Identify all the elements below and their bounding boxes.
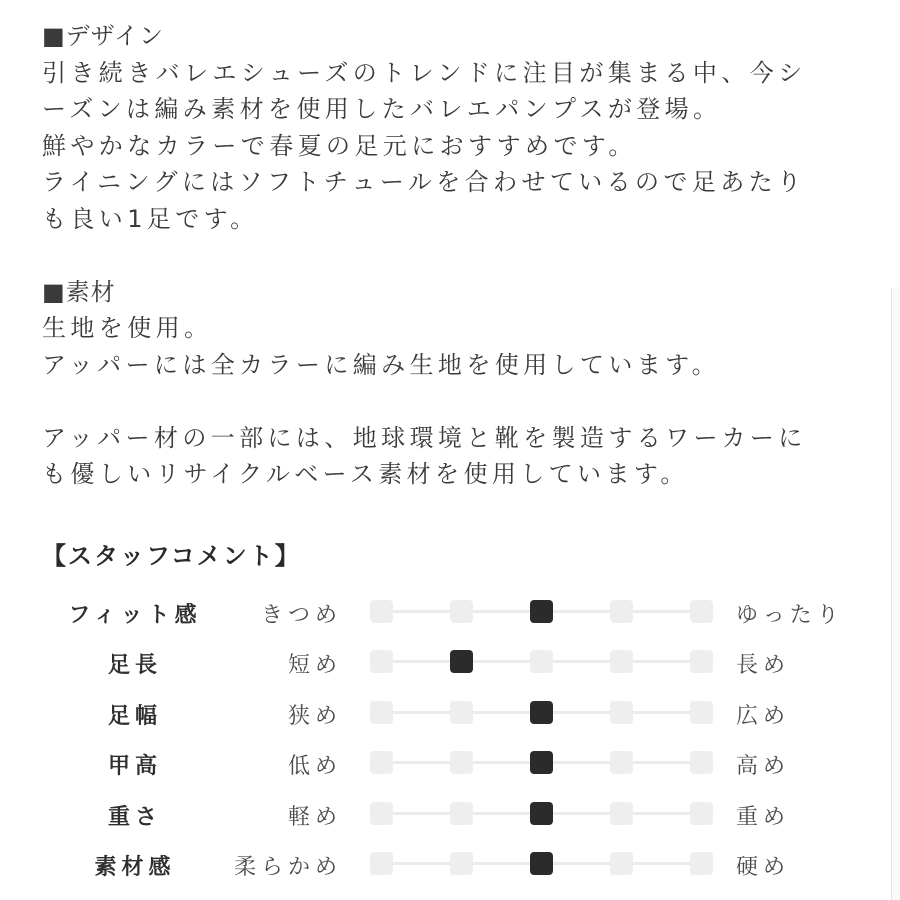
rating-high-label: 重め [736,804,791,830]
design-line: ーズンは編み素材を使用したバレエパンプスが登場。 [42,95,722,123]
material-heading: ■素材 [42,277,116,306]
rating-marker-selected [530,852,553,875]
rating-marker [450,701,473,724]
rating-label: 重さ [107,804,162,830]
rating-marker [450,751,473,774]
rating-label: 足長 [107,653,162,679]
material-note-line: も優しいリサイクルベース素材を使用しています。 [42,460,689,488]
rating-marker [370,701,393,724]
rating-marker [610,600,633,623]
rating-row [0,844,900,884]
rating-marker [690,852,713,875]
rating-high-label: ゆったり [736,603,844,628]
material-line: アッパーには全カラーに編み生地を使用しています。 [42,350,720,379]
rating-marker-selected [450,650,473,673]
design-heading: ■デザイン [42,22,164,50]
rating-low-label: 狭め [287,703,342,729]
rating-marker [690,701,713,724]
rating-row [0,743,900,783]
rating-low-label: 短め [287,653,342,679]
material-note-line: アッパー材の一部には、地球環境と靴を製造するワーカーに [42,423,807,452]
rating-low-label: 軽め [287,804,342,830]
rating-marker-selected [530,701,553,724]
rating-low-label: 柔らかめ [233,855,342,880]
rating-marker [530,650,553,673]
design-line: 引き続きバレエシューズのトレンドに注目が集まる中、今シ [42,58,807,87]
rating-row [0,592,900,632]
rating-high-label: 長め [736,653,791,679]
rating-label: フィット感 [68,603,202,628]
rating-marker [610,751,633,774]
rating-marker-selected [530,600,553,623]
rating-row [0,642,900,682]
rating-high-label: 高め [736,754,791,780]
staff-comment-title: 【スタッフコメント】 [42,542,301,570]
rating-marker [690,600,713,623]
design-line: ライニングにはソフトチュールを合わせているので足あたり [42,168,806,196]
rating-marker [370,852,393,875]
rating-marker [610,701,633,724]
rating-label: 甲高 [107,754,162,780]
design-line: 鮮やかなカラーで春夏の足元におすすめです。 [42,131,637,160]
rating-marker [610,852,633,875]
rating-marker [690,650,713,673]
rating-marker [450,852,473,875]
rating-marker [370,650,393,673]
rating-marker [450,802,473,825]
rating-low-label: 低め [287,754,342,780]
rating-marker-selected [530,751,553,774]
rating-marker [610,802,633,825]
rating-label: 素材感 [94,855,176,880]
rating-low-label: きつめ [260,603,342,628]
rating-label: 足幅 [107,703,162,729]
rating-marker [690,751,713,774]
rating-row [0,693,900,733]
rating-marker [370,802,393,825]
material-line: 生地を使用。 [42,314,213,342]
rating-marker [690,802,713,825]
rating-row [0,794,900,834]
rating-marker [370,751,393,774]
rating-marker [450,600,473,623]
rating-high-label: 広め [736,703,791,729]
rating-marker-selected [530,802,553,825]
rating-high-label: 硬め [736,855,791,880]
product-description [42,18,862,493]
design-line: も良い1足です。 [42,204,259,233]
rating-marker [610,650,633,673]
rating-marker [370,600,393,623]
